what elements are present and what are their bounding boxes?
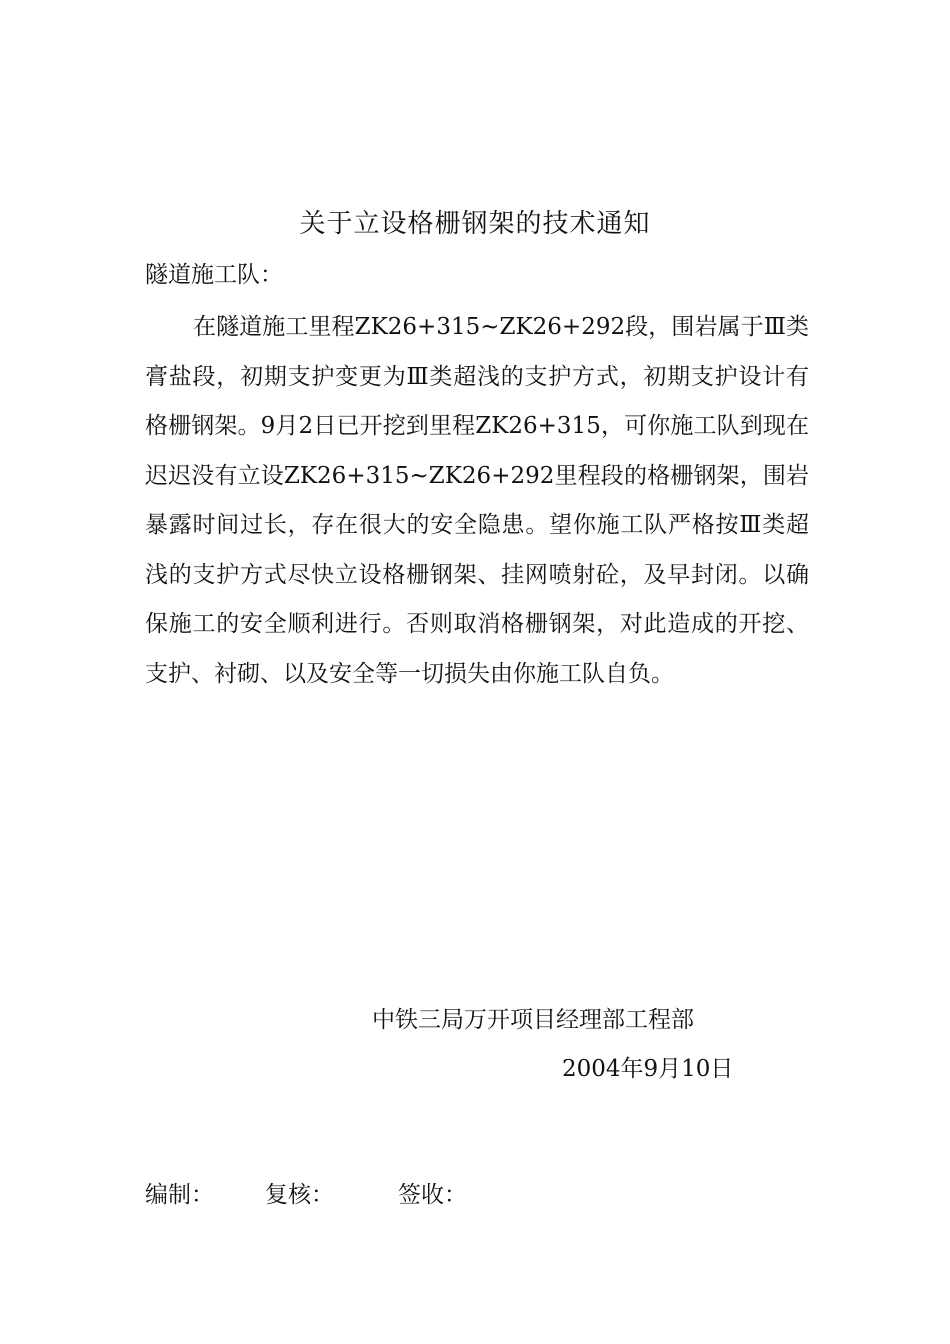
signature-date: 2004年9月10日	[562, 1056, 734, 1082]
salutation: 隧道施工队：	[145, 262, 283, 288]
document-title: 关于立设格栅钢架的技术通知	[299, 209, 651, 239]
footer-received-label: 签收：	[398, 1182, 467, 1208]
body-paragraph: 在隧道施工里程ZK26+315~ZK26+292段，围岩属于Ⅲ类膏盐段，初期支护变更为Ⅲ类超浅的支护方式，初期支护设计有格栅钢架。9月2日已开挖到里程ZK26+315，可你施工队到现在迟迟没有立设ZK26+315~ZK26+292里程段的格栅钢架，围岩暴露时间过长，存在很大的安全隐患。望你施工队严格按Ⅲ类超浅的支护方式尽快立设格栅钢架、挂网喷射砼，及早封闭。以确保施工的安全顺利进行。否则取消格栅钢架，对此造成的开挖、支护、衬砌、以及安全等一切损失由你施工队自负。	[145, 314, 809, 687]
signature-organization: 中铁三局万开项目经理部工程部	[372, 1007, 694, 1033]
footer-prepared-label: 编制：	[145, 1182, 214, 1208]
footer-reviewed-label: 复核：	[265, 1182, 334, 1208]
